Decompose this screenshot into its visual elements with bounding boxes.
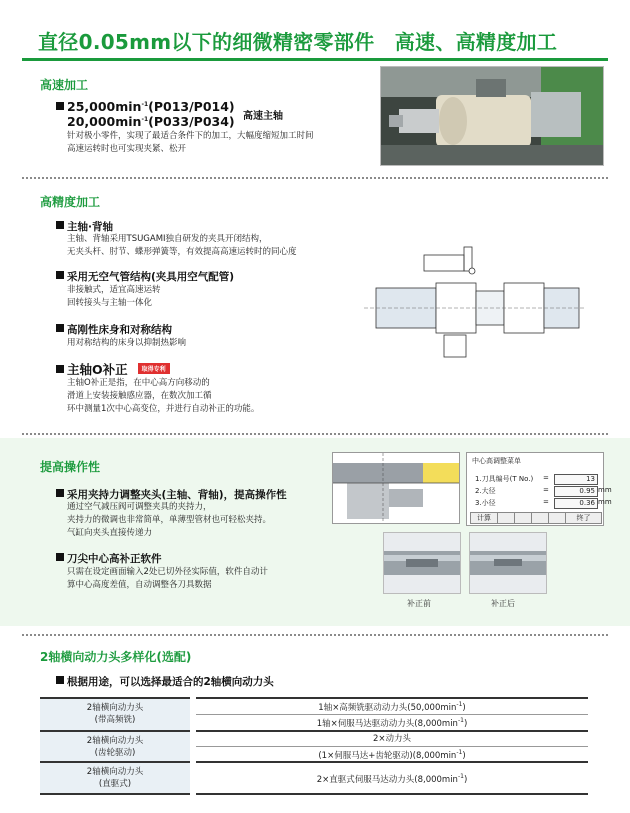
bullet-square-icon xyxy=(56,102,64,110)
bullet-square-icon xyxy=(56,553,64,561)
panel-blank-button-2[interactable] xyxy=(514,512,532,524)
rigid-bed-desc: 用对称结构的床身以抑制热影响 xyxy=(67,338,187,348)
row-label-high-freq: 2轴横向动力头 (带高频铣) xyxy=(40,698,193,731)
calculate-button[interactable]: 计算 xyxy=(470,512,498,524)
table-cell: 2×直驱式伺服马达动力头$(8,000\min^{-1})$ xyxy=(193,762,588,794)
clamp-desc-1: 通过空气减压阀可调整夹具的夹持力， xyxy=(67,502,212,512)
section-heading-operability: 提高操作性 xyxy=(40,460,101,474)
panel-blank-button-4[interactable] xyxy=(548,512,566,524)
speed-line-1: $25,000\min^{-1}(P013/P014)$ xyxy=(56,99,235,114)
spindle-desc-1: 主轴、背轴采用TSUGAMI独自研发的夹具开闭结构， xyxy=(67,234,268,244)
section-heading-high-speed: 高速加工 xyxy=(40,78,89,92)
bullet-square-icon xyxy=(56,324,64,332)
sec1-desc-1: 针对极小零件，实现了最适合条件下的加工，大幅度缩短加工时间 xyxy=(67,131,314,141)
bullet-spindle: 主轴·背轴 xyxy=(56,219,113,234)
compensation-desc-1: 主轴O补正是指，在中心高方向移动的 xyxy=(67,378,210,388)
spindle-desc-2: 无夹头杆、肘节、蝶形弹簧等，有效提高高速运转时的同心度 xyxy=(67,247,297,257)
bullet-square-icon xyxy=(56,365,64,373)
panel-blank-button-3[interactable] xyxy=(531,512,549,524)
panel-row-small-dia-label: 3.小径 xyxy=(475,499,496,507)
clamp-diagram xyxy=(332,452,460,524)
airless-desc-2: 回转接头与主轴一体化 xyxy=(67,298,153,308)
section-heading-2axis: 2轴横向动力头多样化(选配) xyxy=(40,650,192,664)
row-label-gear: 2轴横向动力头 (齿轮驱动) xyxy=(40,731,193,763)
bullet-airless: 采用无空气管结构(夹具用空气配管) xyxy=(56,269,234,284)
bullet-square-icon xyxy=(56,676,64,684)
bullet-2axis: 根据用途，可以选择最适合的2轴横向动力头 xyxy=(56,674,274,689)
airless-desc-1: 非接触式，适宜高速运转 xyxy=(67,285,161,295)
tool-center-desc-2: 算中心高度差值，自动调整各刀具数据 xyxy=(67,580,212,590)
2axis-spec-table xyxy=(40,697,588,795)
bullet-square-icon xyxy=(56,221,64,229)
table-cell: 1轴×伺服马达驱动动力头$(8,000\min^{-1})$ xyxy=(193,714,588,730)
bullet-square-icon xyxy=(56,489,64,497)
patent-badge: 取得专利 xyxy=(138,363,170,374)
table-row xyxy=(40,762,588,794)
bullet-clamp-force: 采用夹持力调整夹头(主轴、背轴)，提高操作性 xyxy=(56,487,287,502)
panel-title: 中心高调整菜单 xyxy=(472,457,521,465)
bullet-tool-center: 刀尖中心高补正软件 xyxy=(56,551,162,566)
table-cell: 2×动力头 xyxy=(193,731,588,747)
table-row xyxy=(40,698,588,714)
clamp-desc-3: 气缸向夹头直接传递力 xyxy=(67,528,153,538)
panel-row-large-dia-label: 2.大径 xyxy=(475,487,496,495)
row-label-direct: 2轴横向动力头 (直驱式) xyxy=(40,762,193,794)
spindle-photo xyxy=(380,66,604,166)
small-diameter-field[interactable]: 0.36 xyxy=(554,498,598,509)
sec1-desc-2: 高速运转时也可实现夹紧、松开 xyxy=(67,144,187,154)
tool-center-desc-1: 只需在设定画面输入2处已切外径实际值，软件自动计 xyxy=(67,567,268,577)
speed-line-2: $20,000\min^{-1}(P033/P034)$ xyxy=(67,114,235,129)
divider-1 xyxy=(22,177,608,179)
bullet-square-icon xyxy=(56,271,64,279)
end-button[interactable]: 终了 xyxy=(565,512,602,524)
compensation-desc-2: 滑道上安装接触感应器，在数次加工循 xyxy=(67,391,212,401)
panel-row-2-eq: = xyxy=(543,486,549,494)
spindle-structure-diagram xyxy=(364,243,584,368)
spindle-label: 高速主轴 xyxy=(243,111,283,122)
table-cell: 1轴×高频铣驱动动力头$(50,000\min^{-1})$ xyxy=(193,698,588,714)
large-diameter-field[interactable]: 0.95 xyxy=(554,486,598,497)
panel-row-1-eq: = xyxy=(543,474,549,482)
panel-row-2-unit: mm xyxy=(598,486,612,494)
center-height-menu-panel xyxy=(466,452,612,526)
table-row xyxy=(40,731,588,747)
clamp-desc-2: 夹持力的微调也非常简单，单薄型管材也可轻松夹持。 xyxy=(67,515,272,525)
title-rule xyxy=(22,58,608,61)
panel-blank-button-1[interactable] xyxy=(497,512,515,524)
panel-row-tool-number-label: 1.刀具编号(T No.) xyxy=(475,475,534,483)
table-cell: (1×伺服马达+齿轮驱动)$(8,000\min^{-1})$ xyxy=(193,746,588,762)
compensation-desc-3: 环中测量1次中心高变位，并进行自动补正的功能。 xyxy=(67,404,260,414)
divider-2 xyxy=(22,433,608,435)
panel-row-3-unit: mm xyxy=(598,498,612,506)
bullet-rigid-bed: 高刚性床身和对称结构 xyxy=(56,322,172,337)
tool-number-field[interactable]: 13 xyxy=(554,474,598,485)
before-correction-photo xyxy=(383,532,461,594)
section-heading-high-precision: 高精度加工 xyxy=(40,195,101,209)
caption-after: 补正后 xyxy=(491,599,515,608)
bullet-spindle-compensation: 主轴O补正 取得专利 xyxy=(56,360,170,378)
divider-3 xyxy=(22,634,608,636)
caption-before: 补正前 xyxy=(407,599,431,608)
panel-row-3-eq: = xyxy=(543,498,549,506)
after-correction-photo xyxy=(469,532,547,594)
page-title: 直径0.05mm以下的细微精密零部件 高速、高精度加工 xyxy=(38,30,558,54)
